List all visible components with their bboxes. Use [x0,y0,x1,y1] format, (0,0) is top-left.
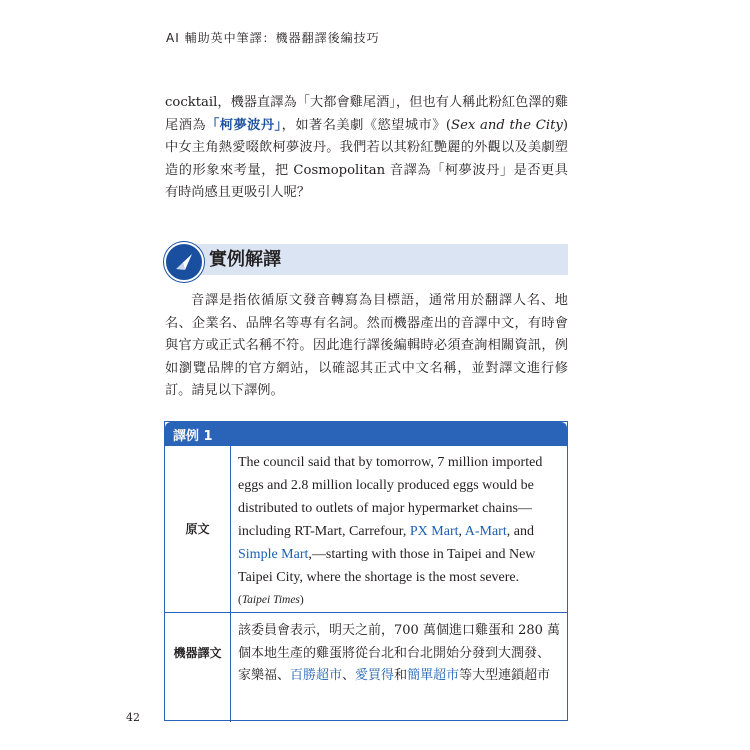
source-text-segment: including RT-Mart, Carrefour, [238,524,410,539]
section-badge [164,242,204,282]
source-line [238,543,564,566]
source-line: eggs and 2.8 million locally produced eggs would be [238,478,534,493]
intro-text-3: ) 中女主角熱愛啜飲柯夢波丹。我們若以其粉紅艷麗的外觀以及美劇塑造的形象來考量，把 Cosmopolitan 音譯為「柯夢波丹」是否更具有時尚感且更吸引人呢？ [165,117,569,200]
page-number: 42 [126,711,140,724]
intro-text-2: ，如著名美劇《慾望城市》( [281,117,452,133]
mt-line: 個本地生產的雞蛋將從台北和台北開始分發到大潤發、 [238,645,551,661]
running-header: AI 輔助英中筆譯：機器翻譯後編技巧 [166,31,380,45]
mt-text-segment: 和 [394,668,408,683]
source-text [238,451,564,612]
source-text-segment: ,—starting with those in Taipei and New [308,547,536,562]
source-text-segment: , and [506,524,534,539]
citation-paren: ) [299,594,304,606]
highlight-mt-simple-mart: 簡單超市 [407,668,460,683]
mt-row-label: 機器譯文 [173,646,222,660]
section-title: 實例解譯 [209,249,281,270]
citation-paren: ( [238,594,242,606]
body-paragraph: 音譯是指依循原文發音轉寫為目標語，通常用於翻譯人名、地名、企業名、品牌名等專有名詞。然而機器產出的音譯中文，有時會與官方或正式名稱不符。因此進行譯後編輯時必須查詢相關資訊，例如瀏覽品牌的官方網站，以確認其正式中文名稱，並對譯文進行修訂。請見以下譯例。 [165,293,568,398]
example-header [165,422,567,446]
source-line: Taipei City, where the shortage is the most severe. [238,570,520,585]
mt-text-segment: 等大型連鎖超市 [459,668,551,683]
intro-text-1: cocktail，機器直譯為「大都會雞尾酒」，但也有人稱此粉紅色澤的雞尾酒為 [165,95,568,133]
citation-name: Taipei Times [241,594,300,606]
source-row-label: 原文 [185,522,210,536]
highlight-a-mart: A-Mart [464,524,507,539]
mt-line: 該委員會表示，明天之前，700 萬個進口雞蛋和 280 萬 [238,623,561,638]
example-header-label: 譯例 1 [173,429,213,444]
mt-text-segment: 、 [342,668,356,683]
source-text-segment: , [458,524,465,539]
intro-highlight-name: 「柯夢波丹」 [206,117,282,133]
source-citation [238,589,564,612]
compass-arrow-icon [173,251,195,273]
mt-line [238,665,564,688]
highlight-simple-mart: Simple Mart [238,547,309,562]
example-box [164,421,568,721]
machine-translation-text [238,620,564,688]
source-line: distributed to outlets of major hypermarket chains— [238,501,532,516]
source-line [238,520,564,543]
highlight-px-mart: PX Mart [409,524,459,539]
highlight-mt-a-mart: 愛買得 [355,668,395,683]
row-divider [165,612,567,613]
column-divider [230,446,231,722]
intro-paragraph [165,92,568,205]
intro-show-title: Sex and the City [451,117,563,133]
highlight-mt-px-mart: 百勝超市 [290,668,343,683]
mt-text-segment: 家樂福、 [238,668,291,683]
source-line: The council said that by tomorrow, 7 million imported [238,455,543,470]
